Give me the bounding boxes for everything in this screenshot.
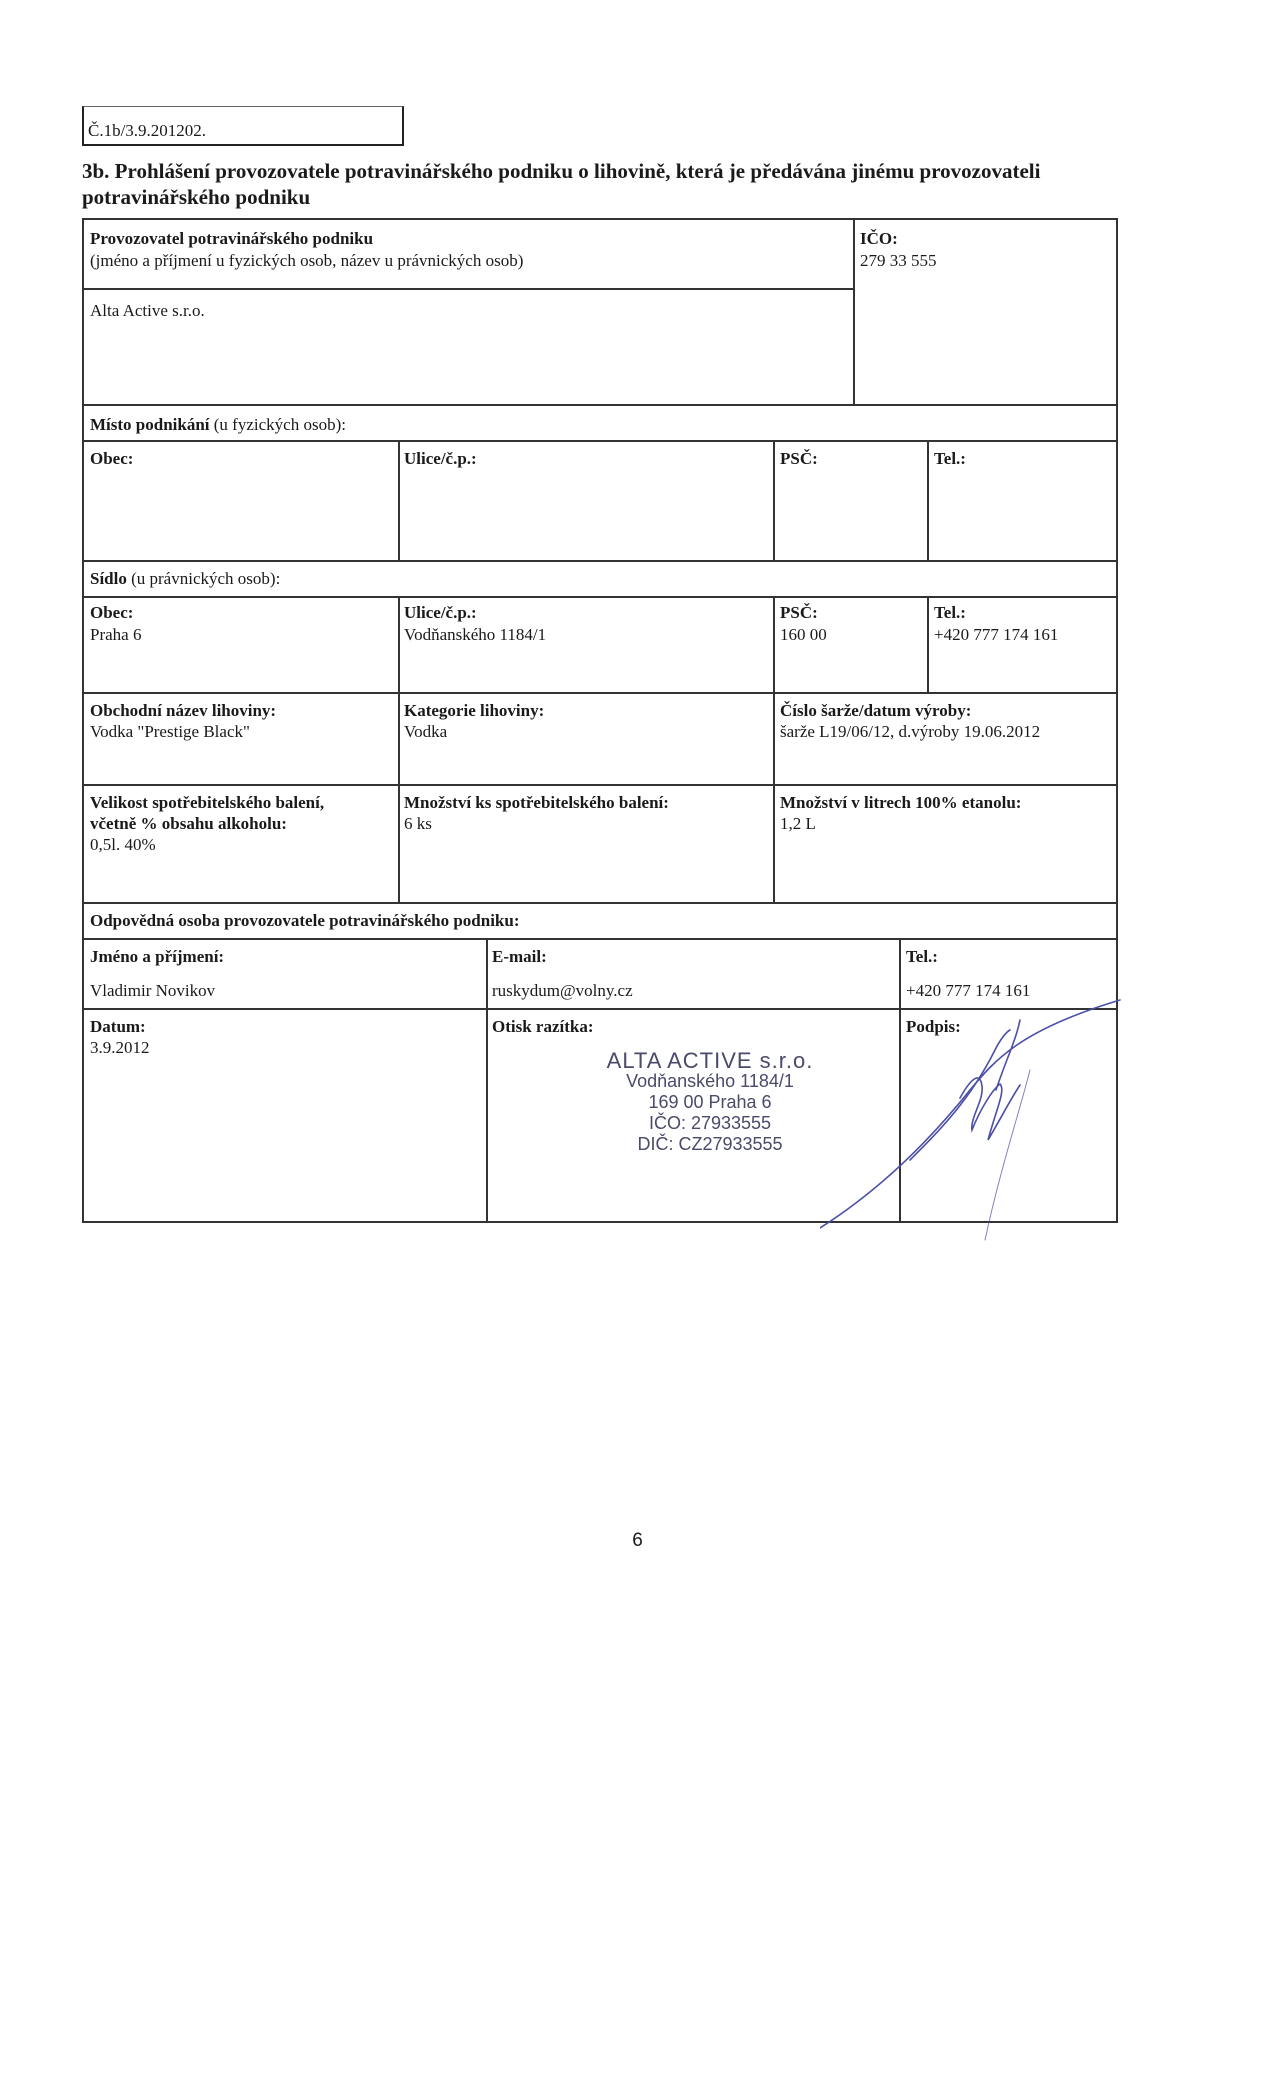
divider [773,440,775,560]
category-value: Vodka [404,722,448,741]
ethanol-label: Množství v litrech 100% etanolu: [780,793,1022,812]
trade-name-value: Vodka "Prestige Black" [90,722,250,741]
batch-label: Číslo šarže/datum výroby: [780,701,972,720]
divider [82,692,1118,694]
stamp-ico: IČO: 27933555 [648,1113,772,1133]
form-border-left [82,218,84,1222]
seat-obec-value: Praha 6 [90,625,142,644]
date-label: Datum: [90,1017,146,1036]
seat-tel-value: +420 777 174 161 [934,625,1059,644]
divider [773,596,775,692]
divider [486,938,488,1222]
seat-psc-label: PSČ: [780,603,818,622]
package-label-line2: včetně % obsahu alkoholu: [90,814,287,833]
name-value: Vladimir Novikov [90,981,216,1000]
signature-label: Podpis: [906,1017,961,1036]
seat-sublabel: (u právnických osob): [131,569,281,588]
signature-stroke [960,1078,1020,1140]
divider [82,288,854,290]
divider [773,692,775,902]
responsible-tel-label: Tel.: [906,947,938,966]
seat-psc-value: 160 00 [780,625,827,644]
signature-stroke [820,1000,1120,1228]
seat-obec-label: Obec: [90,603,134,622]
category-label: Kategorie lihoviny: [404,701,545,720]
business-ulice-label: Ulice/č.p.: [404,449,477,468]
signature-stroke [985,1070,1030,1240]
divider [398,440,400,560]
ethanol-value: 1,2 L [780,814,816,833]
email-value: ruskydum@volny.cz [492,981,633,1000]
divider [82,404,1118,406]
seat-ulice-value: Vodňanského 1184/1 [404,625,547,644]
seat-ulice-label: Ulice/č.p.: [404,603,477,622]
divider [82,440,1118,442]
package-label-line1: Velikost spotřebitelského balení, [90,793,325,812]
package-value: 0,5l. 40% [90,835,156,854]
divider [82,938,1118,940]
stamp-label: Otisk razítka: [492,1017,594,1036]
business-obec-label: Obec: [90,449,134,468]
operator-sublabel: (jméno a příjmení u fyzických osob, název u právnických osob) [90,251,524,270]
trade-name-label: Obchodní název lihoviny: [90,701,277,720]
divider [853,218,855,404]
document-reference: Č.1b/3.9.201202. [82,106,404,146]
batch-value: šarže L19/06/12, d.výroby 19.06.2012 [780,722,1041,741]
form-border-top [82,218,1118,220]
divider [82,902,1118,904]
seat-label: Sídlo [90,569,127,588]
stamp-city: 169 00 Praha 6 [648,1092,772,1112]
page-number: 6 [632,1530,643,1551]
business-tel-label: Tel.: [934,449,966,468]
business-psc-label: PSČ: [780,449,818,468]
quantity-value: 6 ks [404,814,432,833]
date-value: 3.9.2012 [90,1038,150,1057]
business-place-label: Místo podnikání [90,415,210,434]
name-label: Jméno a příjmení: [90,947,225,966]
quantity-label: Množství ks spotřebitelského balení: [404,793,669,812]
stamp-company-name: ALTA ACTIVE s.r.o. [606,1048,814,1073]
responsible-tel-value: +420 777 174 161 [906,981,1031,1000]
divider [82,596,1118,598]
divider [82,784,1118,786]
divider [398,596,400,692]
stamp-dic: DIČ: CZ27933555 [637,1134,783,1154]
seat-tel-label: Tel.: [934,603,966,622]
divider [398,692,400,902]
seat-heading [90,568,280,589]
handwritten-signature [820,990,1140,1250]
document-heading: 3b. Prohlášení provozovatele potravinářského podniku o lihovině, která je předávána jinému provozovateli potravinářského podniku [82,159,1041,209]
company-stamp [560,1050,860,1155]
ico-value: 279 33 555 [860,251,937,270]
stamp-street: Vodňanského 1184/1 [626,1071,794,1091]
business-place-heading [90,414,346,435]
ico-label: IČO: [860,229,898,248]
responsible-section-label: Odpovědná osoba provozovatele potravinářského podniku: [90,911,520,930]
divider [82,560,1118,562]
business-place-sublabel: (u fyzických osob): [213,415,346,434]
operator-value: Alta Active s.r.o. [90,301,205,320]
divider [927,440,929,560]
email-label: E-mail: [492,947,547,966]
operator-label: Provozovatel potravinářského podniku [90,229,374,248]
divider [927,596,929,692]
